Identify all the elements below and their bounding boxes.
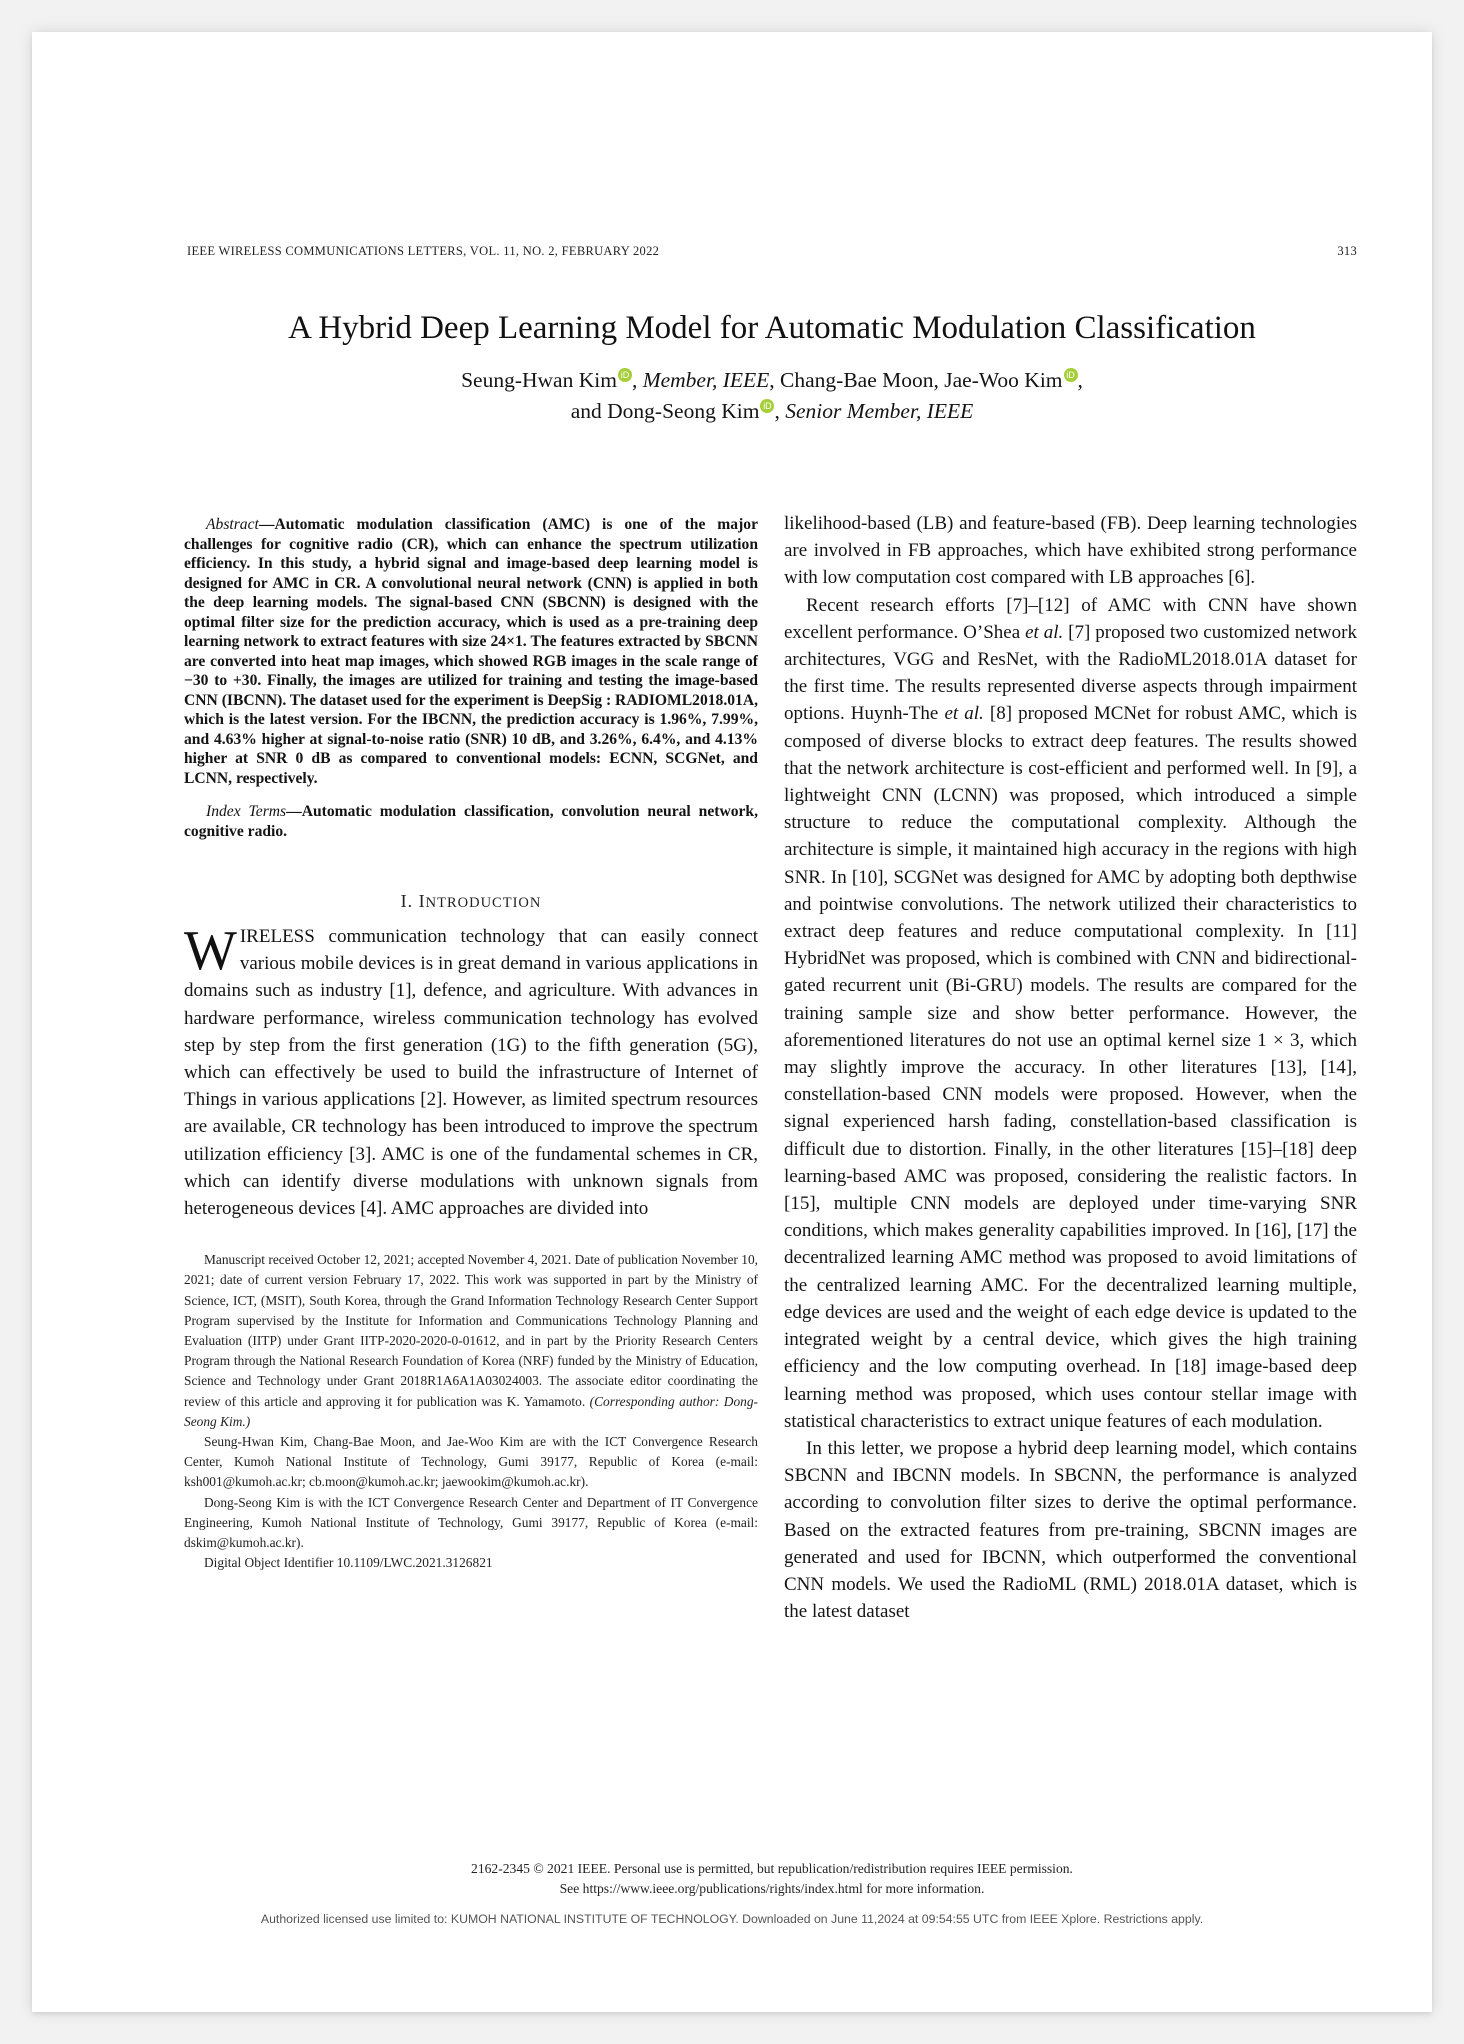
section-heading: I. INTRODUCTION <box>400 891 542 911</box>
paragraph: Recent research efforts [7]–[12] of AMC with CNN have shown excellent performance. O’Shea et al. [7] proposed two customized network architectures, VGG and ResNet, with the RadioML2018.01A dataset for the first time. The results represented diverse aspects through impairment options. Huynh-The et al. [8] proposed MCNet for robust AMC, which is composed of diverse blocks to extract deep features. The results showed that the network architecture is cost-efficient and performed well. In [9], a lightweight CNN (LCNN) was proposed, which introduced a simple structure to reduce the computational complexity. Although the architecture is simple, it maintained high accuracy in the regions with high SNR. In [10], SCGNet was designed for AMC by adopting both depthwise and pointwise convolutions. The network utilized their characteristics to extract deep features and reduce computational complexity. In [11] HybridNet was proposed, which is combined with CNN and bidirectional-gated recurrent unit (Bi-GRU) models. The results are compared for the training sample size and show better performance. However, the aforementioned literatures do not use an optimal kernel size 1 × 3, which may slightly improve the accuracy. In other literatures [13], [14], constellation-based CNN models were proposed. However, when the signal experienced harsh fading, constellation-based classification is difficult due to distortion. Finally, in the other literatures [15]–[18] deep learning-based AMC was proposed, considering the realistic factors. In [15], multiple CNN models are deployed under time-varying SNR conditions, which makes generality capabilities improved. In [16], [17] the decentralized learning AMC method was proposed to avoid limitations of the centralized learning AMC. For the decentralized learning multiple, edge devices are used and the weight of each edge device is updated to the integrated weight by a central device, which gives the high training efficiency and the low computing overhead. In [18] image-based deep learning method was proposed, which uses contour stellar image with statistical characteristics to extract unique features of each modulation. <box>784 594 1357 1432</box>
footnote-affiliation: Dong-Seong Kim is with the ICT Convergence Research Center and Department of IT Convergence Engineering, Kumoh National Institute of Technology, Gumi 39177, Republic of Korea (e-mail: dskim@kumoh.ac.kr). <box>184 1494 758 1551</box>
journal-name: IEEE WIRELESS COMMUNICATIONS LETTERS, VOL. 11, NO. 2, FEBRUARY 2022 <box>187 244 660 258</box>
paragraph: likelihood-based (LB) and feature-based (FB). Deep learning technologies are involved in FB approaches, which have exhibited strong performance with low computation cost compared with LB approaches [6]. <box>784 513 1357 589</box>
abstract: Abstract—Automatic modulation classification (AMC) is one of the major challenges for cognitive radio (CR), which can enhance the spectrum utilization efficiency. In this study, a hybrid signal and image-based deep learning model is designed for AMC in CR. A convolutional neural network (CNN) is applied in both the deep learning models. The signal-based CNN (SBCNN) is designed with the optimal filter size for the prediction accuracy, which is used as a pre-training deep learning network to extract features with size 24×1. The features extracted by SBCNN are converted into heat map images, which showed RGB images in the scale range of −30 to +30. Finally, the images are utilized for training and testing the image-based CNN (IBCNN). The dataset used for the experiment is DeepSig : RADIOML2018.01A, which is the latest version. For the IBCNN, the prediction accuracy is 1.96%, 7.99%, and 4.63% higher at signal-to-noise ratio (SNR) 10 dB, and 3.26%, 6.4%, and 4.13% higher at SNR 0 dB as compared to conventional models: ECNN, SCGNet, and LCNN, respectively. <box>184 516 758 787</box>
index-terms-text: Automatic modulation classification, convolution neural network, cognitive radio. <box>184 803 758 840</box>
abstract-label: Abstract <box>206 516 259 533</box>
drop-cap: W <box>184 920 237 982</box>
footnote-manuscript: Manuscript received October 12, 2021; accepted November 4, 2021. Date of publication November 10, 2021; date of current version February 17, 2022. This work was supported in part by the Ministry of Science, ICT, (MSIT), South Korea, through the Grand Information Technology Research Center Support Program supervised by the Institute for Information and Communications Technology Planning and Evaluation (IITP) under Grant IITP-2020-2020-0-01612, and in part by the Priority Research Centers Program through the National Research Foundation of Korea (NRF) funded by the Ministry of Education, Science and Technology under Grant 2018R1A6A1A03024003. The associate editor coordinating the review of this article and approving it for publication was K. Yamamoto. (Corresponding author: Dong-Seong Kim.) <box>184 1252 758 1429</box>
paper-title: A Hybrid Deep Learning Model for Automatic Modulation Classification <box>288 310 1256 346</box>
copyright-notice: 2162-2345 © 2021 IEEE. Personal use is permitted, but republication/redistribution requires IEEE permission. See https://www.ieee.org/publications/rights/index.html for more information. <box>471 1861 1073 1896</box>
abstract-text: Automatic modulation classification (AMC) is one of the major challenges for cognitive radio (CR), which can enhance the spectrum utilization efficiency. In this study, a hybrid signal and image-based deep learning model is designed for AMC in CR. A convolutional neural network (CNN) is applied in both the deep learning models. The signal-based CNN (SBCNN) is designed with the optimal filter size for the prediction accuracy, which is used as a pre-training deep learning network to extract features with size 24×1. The features extracted by SBCNN are converted into heat map images, which showed RGB images in the scale range of −30 to +30. Finally, the images are utilized for training and testing the image-based CNN (IBCNN). The dataset used for the experiment is DeepSig : RADIOML2018.01A, which is the latest version. For the IBCNN, the prediction accuracy is 1.96%, 7.99%, and 4.63% higher at signal-to-noise ratio (SNR) 10 dB, and 3.26%, 6.4%, and 4.13% higher at SNR 0 dB as compared to conventional models: ECNN, SCGNet, and LCNN, respectively. <box>184 516 758 787</box>
orcid-icon[interactable]: iD <box>760 399 774 413</box>
right-column <box>784 510 1357 1625</box>
orcid-icon[interactable]: iD <box>1064 368 1078 382</box>
author-line-1: Seung-Hwan Kim iD , Member, IEEE, Chang-Bae Moon, Jae-Woo Kim iD , <box>461 368 1083 392</box>
doi: Digital Object Identifier 10.1109/LWC.2021.3126821 <box>204 1555 493 1571</box>
license-notice: Authorized licensed use limited to: KUMOH NATIONAL INSTITUTE OF TECHNOLOGY. Downloaded on June 11,2024 at 09:54:55 UTC from IEEE Xplore. Restrictions apply. <box>260 1912 1204 1926</box>
orcid-icon[interactable]: iD <box>618 368 632 382</box>
intro-paragraph: WIRELESS communication technology that can easily connect various mobile devices is in great demand in various applications in domains such as industry [1], defence, and agriculture. With advances in hardware performance, wireless communication technology has evolved step by step from the first generation (1G) to the fifth generation (5G), which can effectively be used to build the infrastructure of Internet of Things in various applications [2]. However, as limited spectrum resources are available, CR technology has been introduced to improve the spectrum utilization efficiency [3]. AMC is one of the fundamental schemes in CR, which can identify diverse modulations with unknown signals from heterogeneous devices [4]. AMC approaches are divided into <box>184 920 758 1220</box>
paper-page <box>32 32 1432 2012</box>
running-header <box>187 244 1357 259</box>
author-line-2: and Dong-Seong Kim iD , Senior Member, IEEE <box>570 399 974 423</box>
author-block <box>187 365 1357 427</box>
paragraph: In this letter, we propose a hybrid deep learning model, which contains SBCNN and IBCNN models. In SBCNN, the performance is analyzed according to convolution filter sizes to derive the optimal performance. Based on the extracted features from pre-training, SBCNN images are generated and used for IBCNN, which outperformed the conventional CNN models. We used the RadioML (RML) 2018.01A dataset, which is the latest dataset <box>784 1437 1357 1623</box>
author-membership: Member, IEEE <box>642 368 770 392</box>
footnotes <box>184 1250 758 1573</box>
author-names: , Chang-Bae Moon, Jae-Woo Kim <box>769 368 1063 392</box>
left-column <box>184 515 758 1573</box>
author-name: Seung-Hwan Kim <box>461 368 617 392</box>
index-terms-label: Index Terms <box>206 803 287 820</box>
author-membership: Senior Member, IEEE <box>785 399 974 423</box>
footnote-affiliation: Seung-Hwan Kim, Chang-Bae Moon, and Jae-Woo Kim are with the ICT Convergence Research Center, Kumoh National Institute of Technology, Gumi 39177, Republic of Korea (e-mail: ksh001@kumoh.ac.kr; cb.moon@kumoh.ac.kr; jaewookim@kumoh.ac.kr). <box>184 1434 758 1490</box>
index-terms: Index Terms—Automatic modulation classification, convolution neural network, cognitive radio. <box>184 803 758 840</box>
author-name: and Dong-Seong Kim <box>570 399 760 423</box>
page-number: 313 <box>1337 244 1357 258</box>
